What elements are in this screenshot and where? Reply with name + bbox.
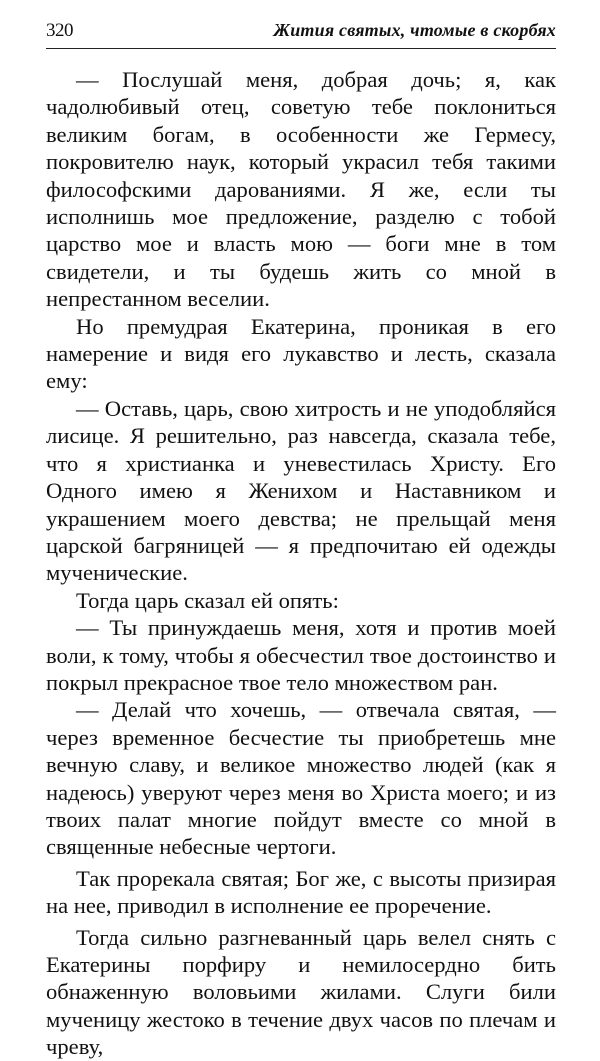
body-text bbox=[46, 66, 556, 1061]
paragraph-4: Тогда царь сказал ей опять: bbox=[76, 587, 339, 613]
paragraph-8: Тогда сильно разгневанный царь велел снять с Екатерины порфиру и немилосердно бить обнаженную воловьими жилами. Слуги били мученицу жестоко в течение двух часов по плечам и чреву, bbox=[46, 924, 556, 1060]
paragraph-2: Но премудрая Екатерина, проникая в его намерение и видя его лукавство и лесть, сказала ему: bbox=[46, 313, 556, 394]
paragraph-1: — Послушай меня, добрая дочь; я, как чадолюбивый отец, советую тебе поклониться великим богам, в особенности же Гермесу, покровителю наук, который украсил тебя такими философскими дарованиями. Я же, если ты исполнишь мое предложение, разделю с тобой царство мое и власть мою — боги мне в том свидетели, и ты будешь жить со мной в непрестанном веселии. bbox=[46, 67, 556, 312]
running-header bbox=[46, 20, 556, 49]
paragraph-6: — Делай что хочешь, — отвечала святая, — через временное бесчестие ты приобретешь мне вечную славу, и великое множество людей (как я надеюсь) уверуют через меня во Христа моего; и из твоих палат многие пойдут вместе со мной в священные небесные чертоги. bbox=[46, 697, 556, 860]
paragraph-3: — Оставь, царь, свою хитрость и не уподобляйся лисице. Я решительно, раз навсегда, сказала тебе, что я христианка и уневестилась Христу. Его Одного имею я Женихом и Наставником и украшением моего девства; не прельщай меня царской багряницей — я предпочитаю ей одежды мученические. bbox=[46, 395, 556, 586]
page-number: 320 bbox=[46, 20, 73, 41]
paragraph-7: Так прорекала святая; Бог же, с высоты призирая на нее, приводил в исполнение ее проречение. bbox=[46, 865, 556, 919]
book-title: Жития святых, чтомые в скорбях bbox=[273, 20, 556, 40]
paragraph-5: — Ты принуждаешь меня, хотя и против моей воли, к тому, чтобы я обесчестил твое достоинство и покрыл прекрасное твое тело множеством ран. bbox=[46, 615, 556, 695]
book-page bbox=[46, 20, 556, 1061]
